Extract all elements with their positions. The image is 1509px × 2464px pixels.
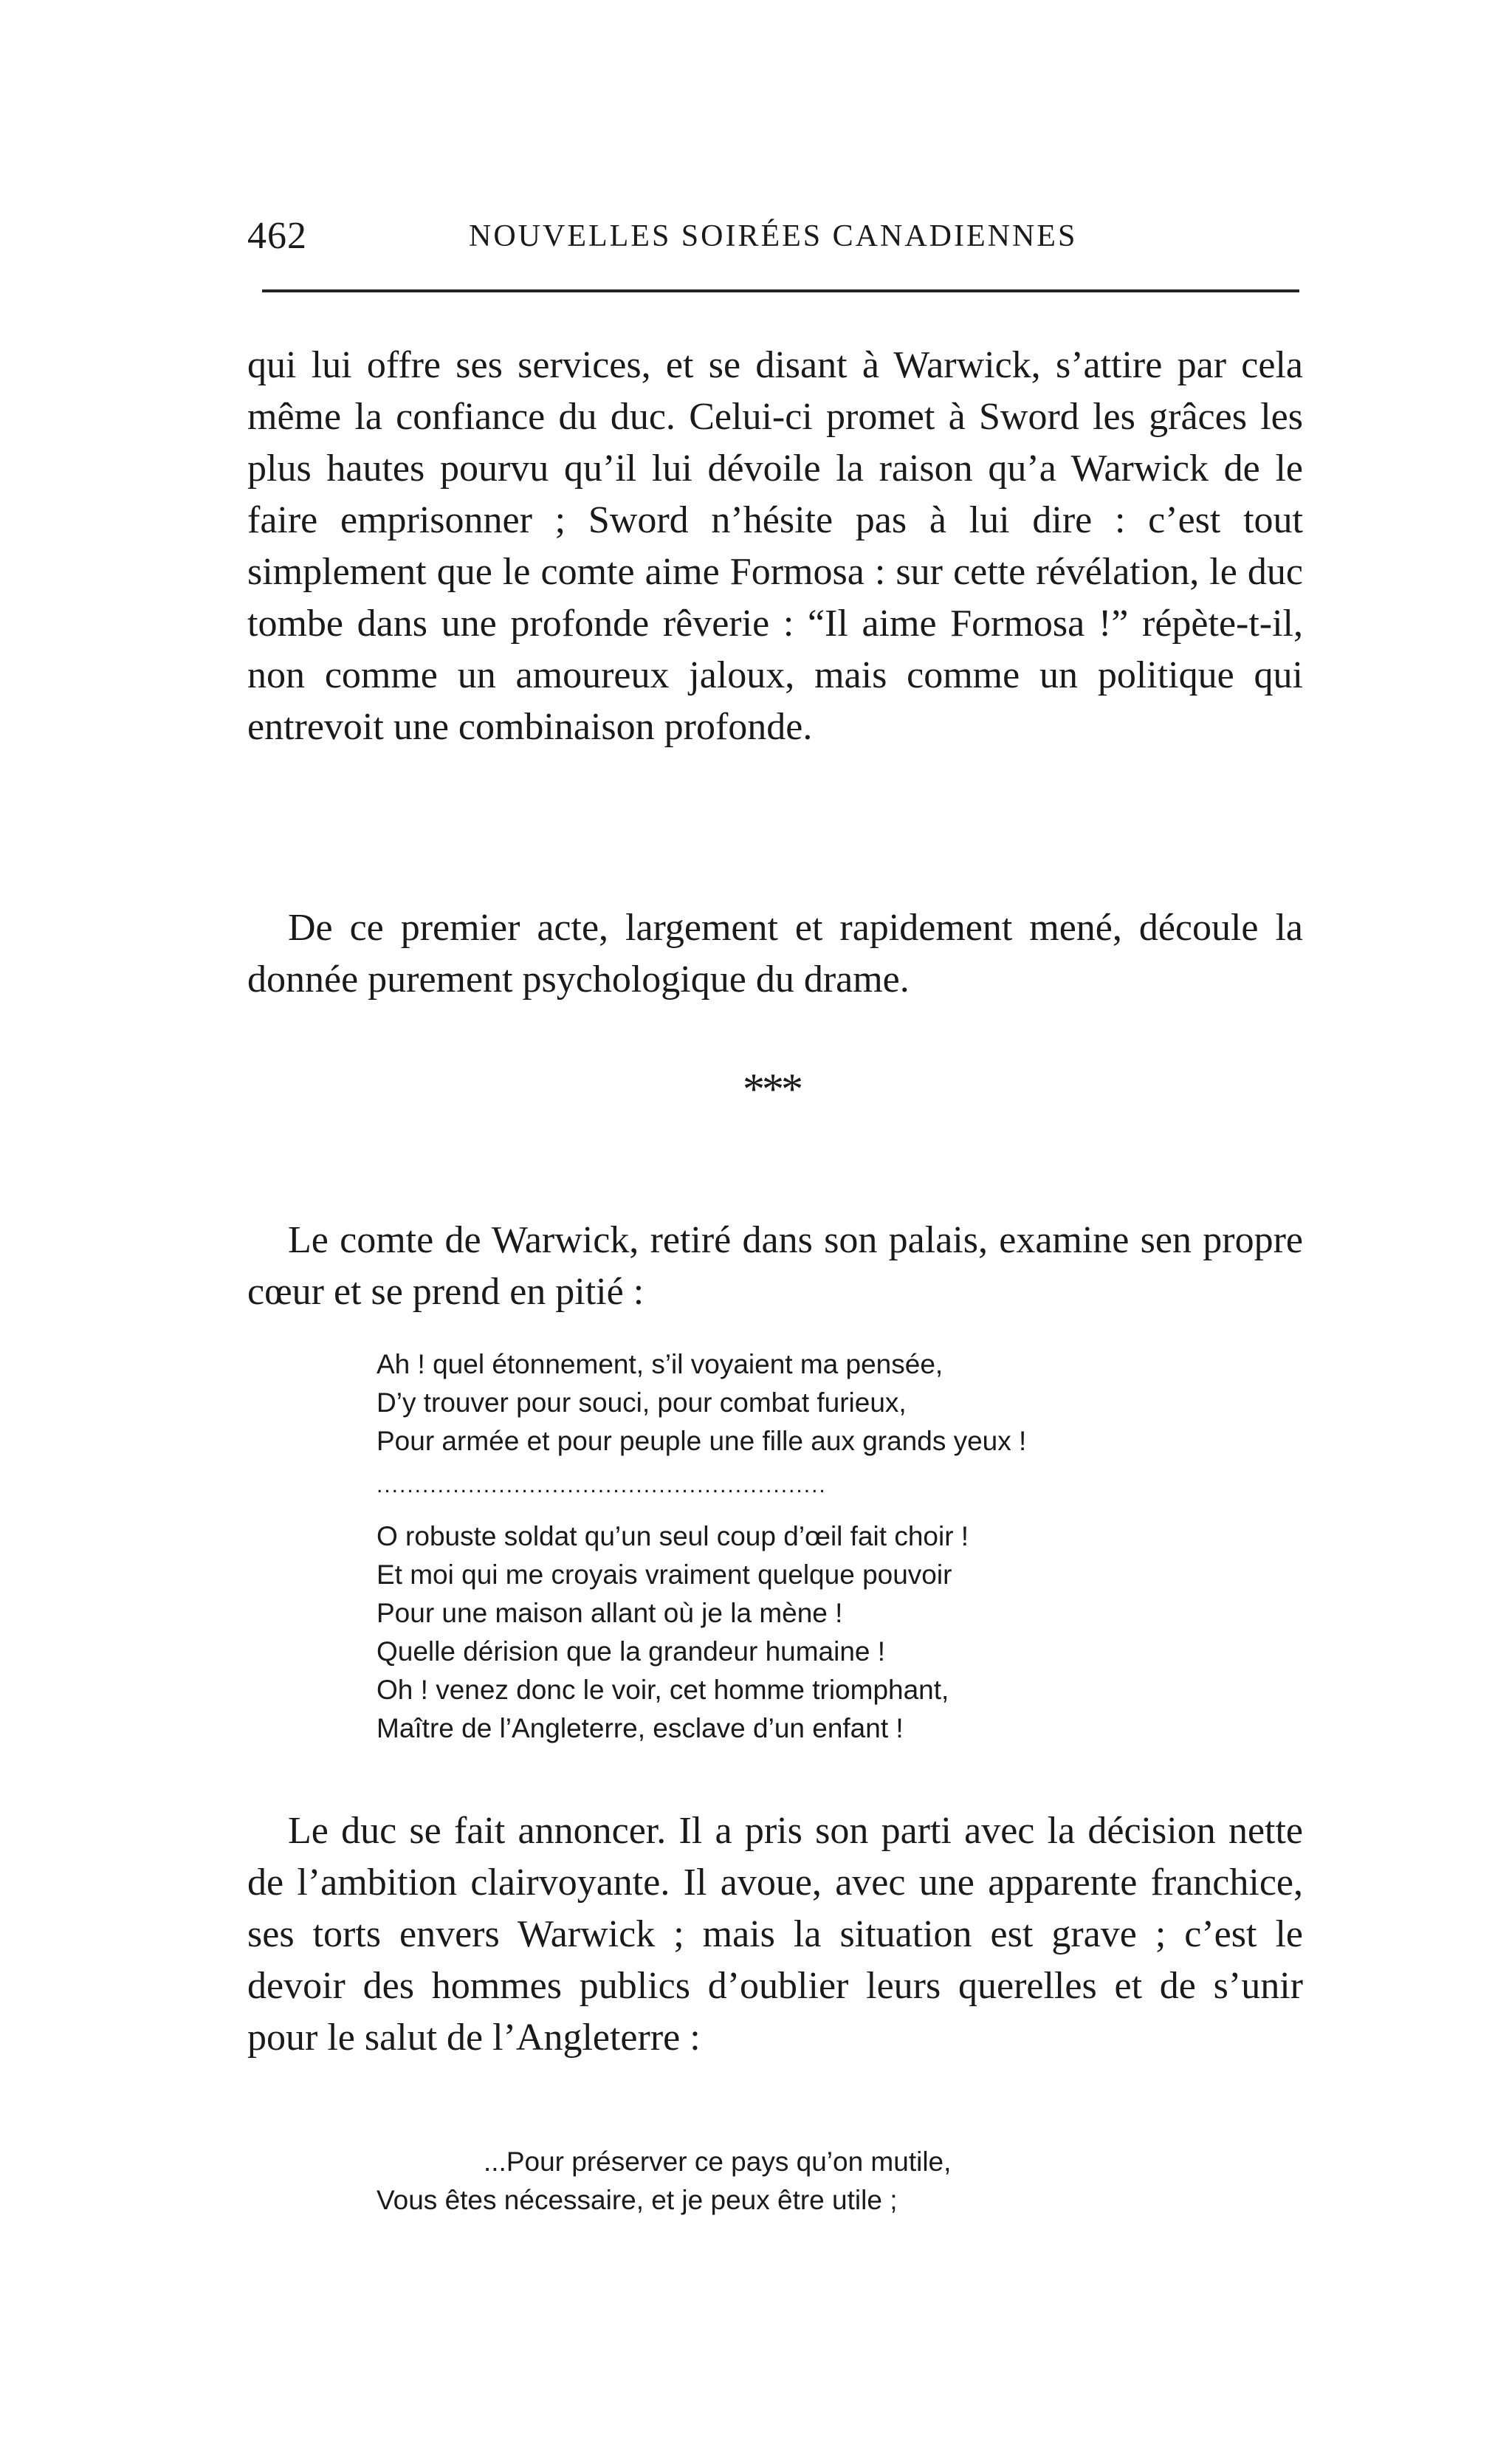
verse-line: Pour une maison allant où je la mène ! [377,1598,843,1628]
ellipsis-line: ........................................................... [377,1473,827,1497]
verse-line: O robuste soldat qu’un seul coup d’œil fait choir ! [377,1521,969,1551]
verse-block-1 [377,1345,1026,1461]
section-break-asterism: *** [743,1065,800,1113]
verse-line: Maître de l’Angleterre, esclave d’un enfant ! [377,1713,904,1743]
header-rule [262,289,1299,292]
page-header [247,214,1303,266]
verse-line: Et moi qui me croyais vraiment quelque pouvoir [377,1559,952,1590]
running-head: NOUVELLES SOIRÉES CANADIENNES [469,219,1078,253]
verse-block-3 [377,2143,951,2220]
verse-line: D’y trouver pour souci, pour combat furieux, [377,1387,907,1418]
page-number: 462 [247,215,307,257]
verse-line: Ah ! quel étonnement, s’il voyaient ma pensée, [377,1349,943,1379]
paragraph-first-act: De ce premier acte, largement et rapidement mené, découle la donnée purement psychologique du drame. [247,907,1303,1001]
paragraph-continuation: qui lui offre ses services, et se disant à Warwick, s’attire par cela même la confiance du duc. Celui-ci promet à Sword les grâces les plus hautes pourvu qu’il lui dévoile la raison qu’a Warwick de le faire emprisonner ; Sword n’hésite pas à lui dire : c’est tout simplement que le comte aime Formosa : sur cette révélation, le duc tombe dans une profonde rêverie : “Il aime Formosa !” répète-t-il, non comme un amoureux jaloux, mais comme un politique qui entrevoit une combinaison profonde. [247,344,1303,748]
verse-line: Pour armée et pour peuple une fille aux grands yeux ! [377,1426,1027,1456]
verse-block-2 [377,1517,969,1748]
paragraph-warwick: Le comte de Warwick, retiré dans son palais, examine sen propre cœur et se prend en pitié : [247,1219,1303,1313]
verse-line: Quelle dérision que la grandeur humaine ! [377,1636,886,1667]
paragraph-duc: Le duc se fait annoncer. Il a pris son parti avec la décision nette de l’ambition clairvoyante. Il avoue, avec une apparente franchice, ses torts envers Warwick ; mais la situation est grave ; c’est le devoir des hommes publics d’oublier leurs querelles et de s’unir pour le salut de l’Angleterre : [247,1810,1303,2059]
verse-line: Vous êtes nécessaire, et je peux être utile ; [377,2185,898,2215]
verse-line: Oh ! venez donc le voir, cet homme triomphant, [377,1675,949,1705]
verse-line: ...Pour préserver ce pays qu’on mutile, [484,2146,952,2177]
